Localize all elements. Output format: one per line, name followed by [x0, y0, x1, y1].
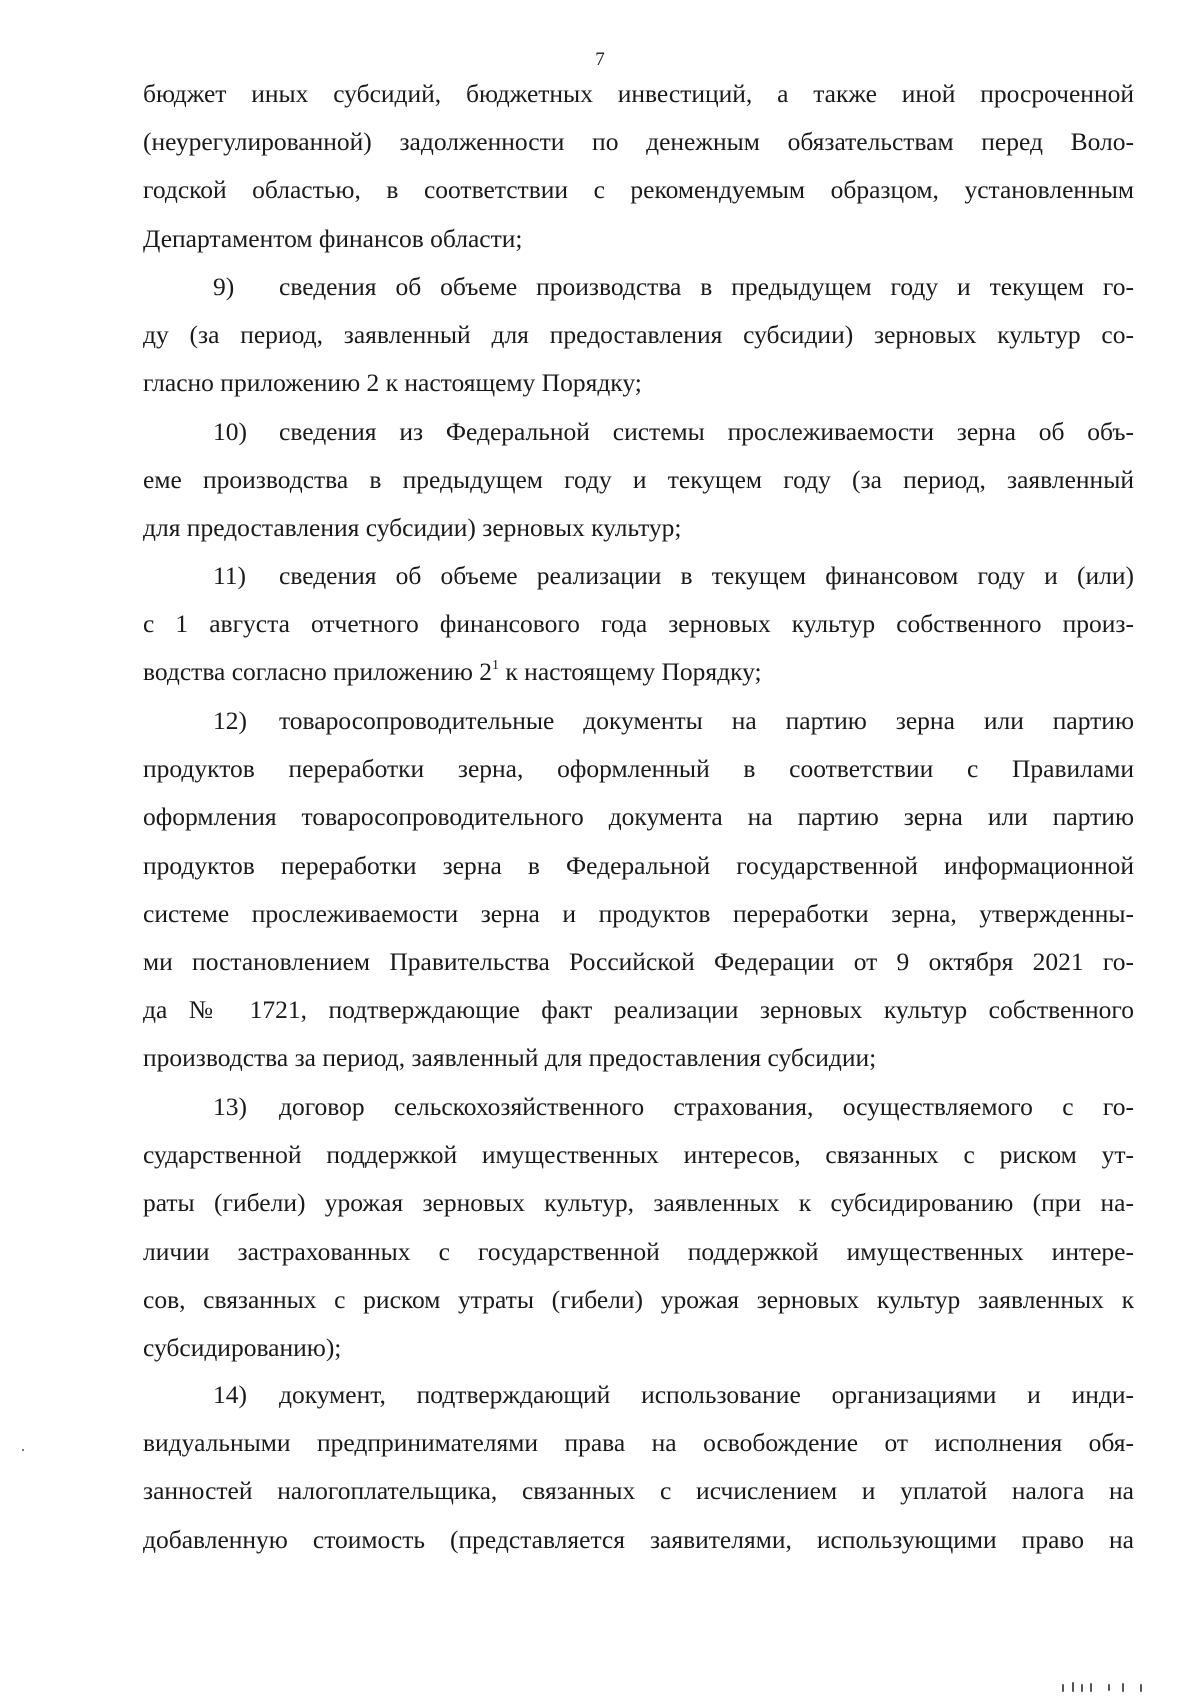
text-line: системе прослеживаемости зерна и продуктов переработки зерна, утвержденны-: [143, 898, 1134, 928]
list-item-12: [143, 697, 1134, 1083]
list-item-14: [143, 1371, 1134, 1564]
scan-speck: [22, 1449, 24, 1451]
text-line: видуальными предпринимателями права на освобождение от исполнения обя-: [143, 1428, 1134, 1458]
text-line: [143, 552, 1134, 600]
item-number: 11): [213, 561, 247, 590]
text-line: личии застрахованных с государственной поддержкой имущественных интере-: [143, 1236, 1134, 1266]
text-line: занностей налогоплательщика, связанных с исчислением и уплатой налога на: [143, 1476, 1134, 1506]
text-line: с 1 августа отчетного финансового года зерновых культур собственного произ-: [143, 609, 1134, 639]
text-line: [143, 1371, 1134, 1419]
text-line: да № 1721, подтверждающие факт реализации зерновых культур собственного: [143, 995, 1134, 1025]
text-line: еме производства в предыдущем году и текущем году (за период, заявленный: [143, 465, 1134, 495]
item-text: к настоящему Порядку;: [505, 657, 762, 687]
item-number: 14): [213, 1380, 247, 1409]
superscript: 1: [492, 658, 500, 674]
list-item-11: [143, 552, 1134, 697]
text-line: (неурегулированной) задолженности по денежным обязательствам перед Воло-: [143, 127, 1134, 157]
list-item-9: [143, 263, 1134, 408]
scan-speck: [1090, 1683, 1092, 1692]
text-line: [143, 408, 1134, 456]
item-text: сведения об объеме производства в предыдущем году и текущем го-: [279, 272, 1134, 301]
text-line: сударственной поддержкой имущественных интересов, связанных с риском ут-: [143, 1140, 1134, 1170]
text-line: производства за период, заявленный для предоставления субсидии;: [143, 1043, 877, 1073]
scan-speck: [1081, 1684, 1083, 1692]
text-line: субсидированию);: [143, 1332, 342, 1362]
item-number: 12): [213, 706, 247, 735]
scan-speck: [1108, 1684, 1110, 1691]
text-line: Департаментом финансов области;: [143, 223, 523, 253]
text-line: ду (за период, заявленный для предоставления субсидии) зерновых культур со-: [143, 320, 1134, 350]
continuation-paragraph: [143, 70, 1134, 263]
list-item-10: [143, 408, 1134, 553]
text-line: оформления товаросопроводительного документа на партию зерна или партию: [143, 802, 1134, 832]
text-line: раты (гибели) урожая зерновых культур, заявленных к субсидированию (при на-: [143, 1188, 1134, 1218]
text-line: ми постановлением Правительства Российской Федерации от 9 октября 2021 го-: [143, 946, 1134, 976]
scan-speck: [1062, 1684, 1064, 1692]
text-line: [143, 263, 1134, 311]
text-line: гласно приложению 2 к настоящему Порядку;: [143, 368, 642, 398]
item-text: сведения из Федеральной системы прослеживаемости зерна об объ-: [279, 417, 1134, 446]
text-line: добавленную стоимость (представляется заявителями, использующими право на: [143, 1524, 1134, 1554]
page-number: 7: [595, 49, 605, 70]
item-text: договор сельскохозяйственного страхования, осуществляемого с го-: [279, 1092, 1134, 1121]
scan-speck: [1140, 1684, 1142, 1692]
item-number: 13): [213, 1092, 247, 1121]
item-text: документ, подтверждающий использование организациями и инди-: [279, 1380, 1134, 1409]
item-text: товаросопроводительные документы на партию зерна или партию: [279, 706, 1134, 735]
item-text: водства согласно приложению 2: [143, 657, 493, 687]
text-line: [143, 648, 1134, 696]
text-line: продуктов переработки зерна, оформленный в соответствии с Правилами: [143, 754, 1134, 784]
text-line: продуктов переработки зерна в Федеральной государственной информационной: [143, 850, 1134, 880]
text-line: сов, связанных с риском утраты (гибели) урожая зерновых культур заявленных к: [143, 1284, 1134, 1314]
text-line: [143, 1083, 1134, 1131]
scan-speck: [1072, 1682, 1074, 1692]
list-item-13: [143, 1083, 1134, 1372]
item-number: 10): [213, 417, 247, 446]
scan-speck: [1122, 1683, 1124, 1692]
text-line: годской областью, в соответствии с рекомендуемым образцом, установленным: [143, 175, 1134, 205]
text-line: [143, 697, 1134, 745]
item-text: сведения об объеме реализации в текущем финансовом году и (или): [279, 561, 1134, 590]
text-line: для предоставления субсидии) зерновых культур;: [143, 513, 682, 543]
text-line: бюджет иных субсидий, бюджетных инвестиций, а также иной просроченной: [143, 79, 1134, 108]
item-number: 9): [213, 272, 235, 301]
